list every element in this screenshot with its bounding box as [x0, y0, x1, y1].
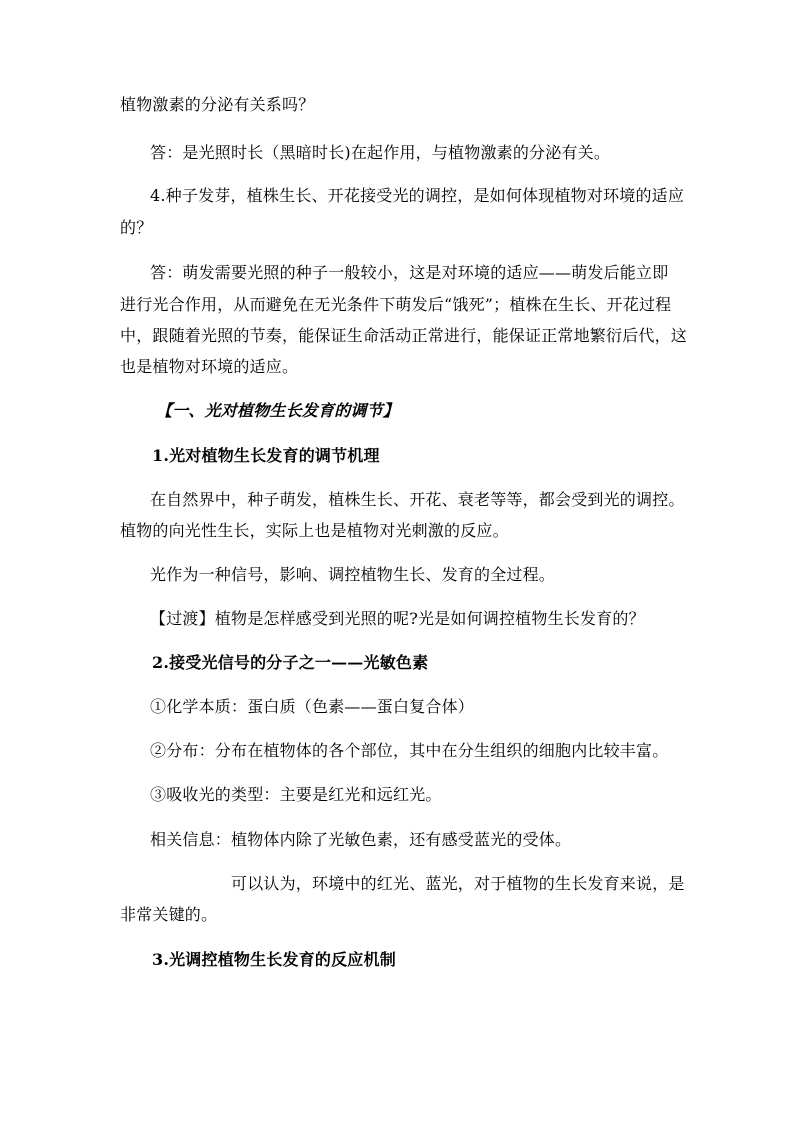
list-item: ③吸收光的类型：主要是红光和远红光。	[150, 785, 442, 804]
answer-line: 答：是光照时长（黑暗时长)在起作用，与植物激素的分泌有关。	[150, 143, 611, 162]
transition-line: 【过渡】植物是怎样感受到光照的呢?光是如何调控植物生长发育的？	[150, 609, 645, 628]
text-line: 非常关键的。	[120, 905, 218, 924]
info-line: 相关信息：植物体内除了光敏色素，还有感受蓝光的受体。	[150, 830, 572, 849]
list-item: ①化学本质：蛋白质（色素——蛋白复合体）	[150, 697, 475, 716]
text-line: 的？	[120, 218, 153, 237]
text-line: 植物的向光性生长，实际上也是植物对光刺激的反应。	[120, 521, 509, 540]
answer-line: 答：萌发需要光照的种子一般较小，这是对环境的适应——萌发后能立即	[150, 263, 669, 282]
subsection-heading: 3.光调控植物生长发育的反应机制	[152, 950, 396, 969]
subsection-heading: 1.光对植物生长发育的调节机理	[152, 446, 380, 465]
text-line: 光作为一种信号，影响、调控植物生长、发育的全过程。	[150, 565, 556, 584]
text-line: 也是植物对环境的适应。	[120, 357, 299, 376]
question-line: 4.种子发芽，植株生长、开花接受光的调控，是如何体现植物对环境的适应	[150, 186, 685, 205]
text-line: 可以认为，环境中的红光、蓝光，对于植物的生长发育来说，是	[231, 874, 685, 893]
subsection-heading: 2.接受光信号的分子之一——光敏色素	[152, 653, 429, 672]
section-heading: 【一、光对植物生长发育的调节】	[156, 401, 400, 420]
list-item: ②分布：分布在植物体的各个部位，其中在分生组织的细胞内比较丰富。	[150, 741, 669, 760]
text-line: 在自然界中，种子萌发，植株生长、开花、衰老等等，都会受到光的调控。	[150, 490, 685, 509]
text-line: 进行光合作用，从而避免在无光条件下萌发后“饿死”；植株在生长、开花过程	[120, 295, 672, 314]
text-line: 植物激素的分泌有关系吗？	[120, 95, 315, 114]
text-line: 中，跟随着光照的节奏，能保证生命活动正常进行，能保证正常地繁衍后代，这	[120, 326, 688, 345]
